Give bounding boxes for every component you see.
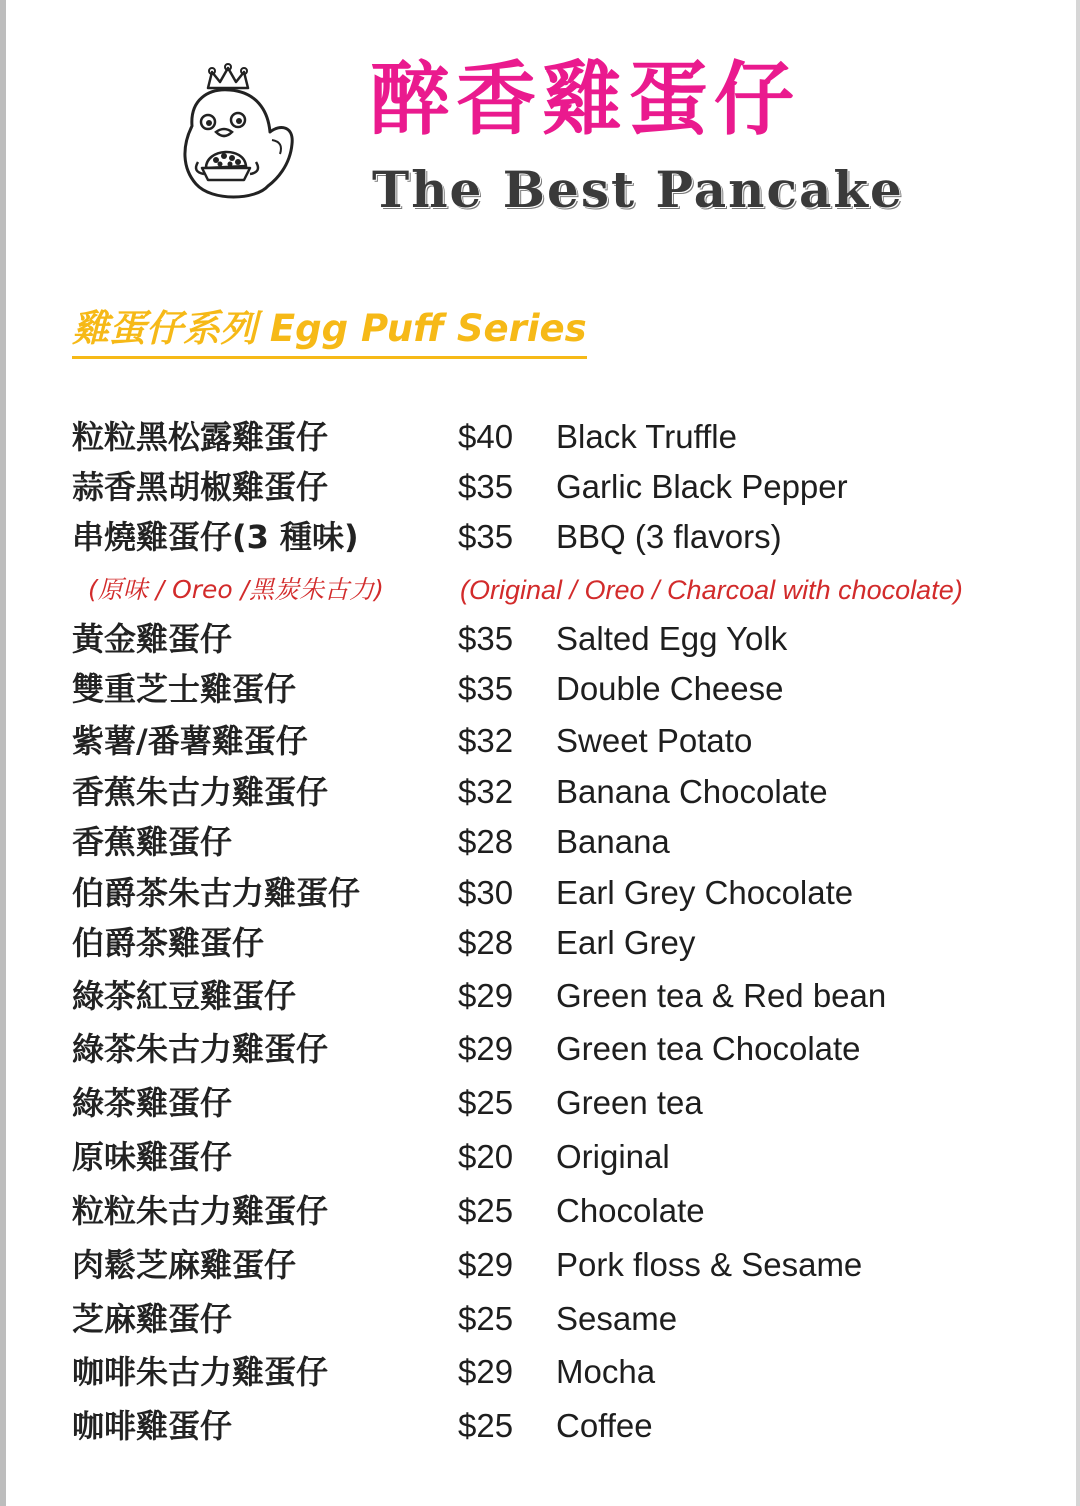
menu-item-name-chinese: 粒粒朱古力雞蛋仔 — [72, 1192, 329, 1230]
crowned-chick-holding-egg-puff-icon — [172, 62, 300, 210]
menu-item-name-chinese: 綠茶紅豆雞蛋仔 — [72, 977, 297, 1015]
menu-item-name-english: Sweet Potato — [556, 722, 753, 759]
menu-item — [0, 971, 1080, 1021]
menu-item-price: $32 — [458, 773, 514, 810]
menu-item-name-chinese: 綠茶朱古力雞蛋仔 — [72, 1030, 329, 1068]
menu-item — [0, 1132, 1080, 1182]
menu-item — [0, 664, 1080, 714]
menu-item-price: $35 — [458, 670, 514, 707]
menu-item-name-english: Mocha — [556, 1353, 656, 1390]
menu-item-name-chinese: 肉鬆芝麻雞蛋仔 — [72, 1246, 297, 1284]
menu-item-name-english: Banana — [556, 823, 670, 860]
menu-item-name-chinese: 原味雞蛋仔 — [72, 1138, 233, 1176]
brand-name-english: The Best Pancake — [372, 160, 904, 219]
menu-item-name-chinese: 蒜香黑胡椒雞蛋仔 — [72, 468, 329, 506]
menu-item-price: $30 — [458, 874, 514, 911]
menu-item-name-chinese: 伯爵茶雞蛋仔 — [72, 924, 265, 962]
menu-item-price: $35 — [458, 518, 514, 555]
menu-item-name-english: Green tea — [556, 1084, 703, 1121]
menu-item-name-english: Coffee — [556, 1407, 653, 1444]
menu-item — [0, 1186, 1080, 1236]
menu-item-name-english: Earl Grey Chocolate — [556, 874, 854, 911]
menu-item-price: $35 — [458, 620, 514, 657]
menu-item-name-chinese: 粒粒黑松露雞蛋仔 — [72, 418, 329, 456]
menu-item — [0, 817, 1080, 867]
menu-item — [0, 412, 1080, 462]
menu-item-name-chinese: 黃金雞蛋仔 — [72, 620, 233, 658]
menu-item-name-english: Original — [556, 1138, 670, 1175]
menu-item — [0, 918, 1080, 968]
menu-item-price: $28 — [458, 823, 514, 860]
menu-item-name-english: Pork floss & Sesame — [556, 1246, 863, 1283]
menu-item-price: $40 — [458, 418, 514, 455]
menu-item-name-chinese: 香蕉雞蛋仔 — [72, 823, 233, 861]
menu-item-name-chinese: 串燒雞蛋仔(3 種味) — [72, 518, 359, 556]
menu-item — [0, 716, 1080, 766]
menu-item — [0, 1401, 1080, 1451]
menu-item-name-chinese: 咖啡雞蛋仔 — [72, 1407, 233, 1445]
menu-item-name-english: Salted Egg Yolk — [556, 620, 788, 657]
menu-item-price: $25 — [458, 1300, 514, 1337]
menu-item-price: $25 — [458, 1407, 514, 1444]
bbq-flavors-note-english: (Original / Oreo / Charcoal with chocolate) — [460, 575, 963, 605]
menu-item-name-english: Garlic Black Pepper — [556, 468, 848, 505]
menu-item-name-chinese: 咖啡朱古力雞蛋仔 — [72, 1353, 329, 1391]
menu-item-name-chinese: 香蕉朱古力雞蛋仔 — [72, 773, 329, 811]
menu-item-name-english: Green tea Chocolate — [556, 1030, 861, 1067]
bbq-flavors-note — [0, 570, 1080, 610]
menu-item-price: $25 — [458, 1084, 514, 1121]
menu-item-name-chinese: 紫薯/番薯雞蛋仔 — [72, 722, 308, 760]
menu-item — [0, 512, 1080, 562]
menu-item-name-english: Earl Grey — [556, 924, 696, 961]
section-title-egg-puff-series: 雞蛋仔系列 Egg Puff Series — [72, 304, 587, 359]
menu-item-name-english: Banana Chocolate — [556, 773, 828, 810]
menu-item-price: $35 — [458, 468, 514, 505]
menu-item-price: $25 — [458, 1192, 514, 1229]
menu-item-price: $29 — [458, 1030, 514, 1067]
menu-item — [0, 462, 1080, 512]
brand-name-chinese: 醉香雞蛋仔 — [370, 53, 800, 146]
menu-item-name-chinese: 綠茶雞蛋仔 — [72, 1084, 233, 1122]
menu-item-name-chinese: 伯爵茶朱古力雞蛋仔 — [72, 874, 361, 912]
menu-item — [0, 1240, 1080, 1290]
menu-item-price: $29 — [458, 1353, 514, 1390]
menu-item — [0, 1078, 1080, 1128]
menu-item — [0, 1347, 1080, 1397]
menu-item — [0, 1294, 1080, 1344]
menu-item-name-chinese: 雙重芝士雞蛋仔 — [72, 670, 297, 708]
menu-item-price: $20 — [458, 1138, 514, 1175]
menu-item-price: $29 — [458, 977, 514, 1014]
menu-item-price: $32 — [458, 722, 514, 759]
menu-item-name-english: Black Truffle — [556, 418, 737, 455]
menu-item — [0, 1024, 1080, 1074]
menu-item-name-english: Sesame — [556, 1300, 678, 1337]
menu-item — [0, 868, 1080, 918]
menu-item — [0, 614, 1080, 664]
menu-item-name-english: Chocolate — [556, 1192, 705, 1229]
menu-item-name-english: Double Cheese — [556, 670, 784, 707]
menu-item-price: $29 — [458, 1246, 514, 1283]
menu-item-price: $28 — [458, 924, 514, 961]
menu-item-name-english: BBQ (3 flavors) — [556, 518, 782, 555]
menu-item-name-english: Green tea & Red bean — [556, 977, 887, 1014]
bbq-flavors-note-chinese: (原味 / Oreo /黑炭朱古力) — [88, 575, 384, 604]
menu-item — [0, 767, 1080, 817]
menu-item-name-chinese: 芝麻雞蛋仔 — [72, 1300, 233, 1338]
